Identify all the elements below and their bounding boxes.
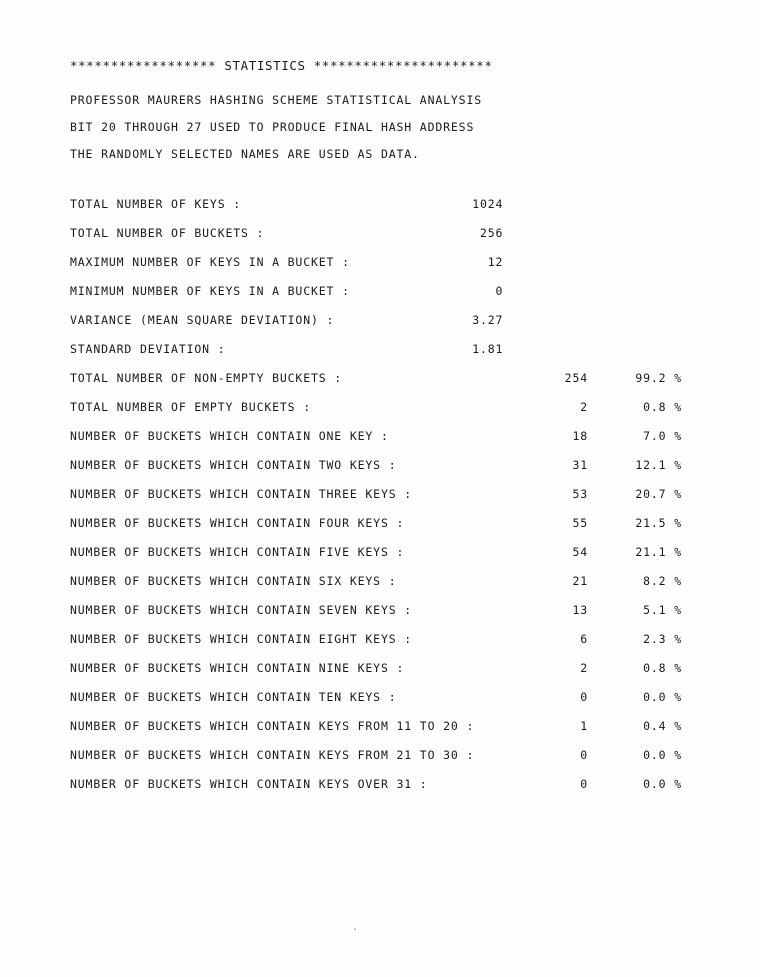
table-row xyxy=(70,480,700,509)
distribution-label: NUMBER OF BUCKETS WHICH CONTAIN EIGHT KEYS : xyxy=(70,632,413,646)
summary-value: 0 xyxy=(495,284,504,298)
table-row xyxy=(70,190,700,219)
distribution-percent: 21.5 % xyxy=(635,516,682,530)
summary-value: 3.27 xyxy=(472,313,504,327)
statistics-banner: ****************** STATISTICS ********************** xyxy=(70,58,493,73)
distribution-label: TOTAL NUMBER OF NON-EMPTY BUCKETS : xyxy=(70,371,343,385)
distribution-label: NUMBER OF BUCKETS WHICH CONTAIN KEYS FROM 21 TO 30 : xyxy=(70,748,475,762)
distribution-count: 0 xyxy=(580,690,588,704)
table-row xyxy=(70,509,700,538)
distribution-label: NUMBER OF BUCKETS WHICH CONTAIN NINE KEYS : xyxy=(70,661,405,675)
distribution-count: 21 xyxy=(572,574,588,588)
distribution-percent: 0.8 % xyxy=(643,661,682,675)
distribution-label: NUMBER OF BUCKETS WHICH CONTAIN KEYS OVER 31 : xyxy=(70,777,428,791)
report-header xyxy=(70,87,700,168)
distribution-percent: 0.8 % xyxy=(643,400,682,414)
header-line-3: THE RANDOMLY SELECTED NAMES ARE USED AS DATA. xyxy=(70,147,420,161)
distribution-label: NUMBER OF BUCKETS WHICH CONTAIN FIVE KEYS : xyxy=(70,545,405,559)
distribution-count: 0 xyxy=(580,748,588,762)
distribution-percent: 21.1 % xyxy=(635,545,682,559)
table-row xyxy=(70,335,700,364)
summary-value: 12 xyxy=(487,255,504,269)
spacer-cell xyxy=(597,190,700,219)
distribution-percent: 0.0 % xyxy=(643,690,682,704)
table-row xyxy=(70,248,700,277)
spacer-cell xyxy=(507,277,596,306)
distribution-percent: 7.0 % xyxy=(643,429,682,443)
table-row xyxy=(70,306,700,335)
distribution-label: NUMBER OF BUCKETS WHICH CONTAIN SEVEN KEYS : xyxy=(70,603,413,617)
distribution-percent: 0.4 % xyxy=(643,719,682,733)
table-row xyxy=(70,654,700,683)
summary-label: VARIANCE (MEAN SQUARE DEVIATION) : xyxy=(70,313,335,327)
table-row xyxy=(70,364,700,393)
distribution-percent: 0.0 % xyxy=(643,777,682,791)
distribution-count: 254 xyxy=(564,371,588,385)
distribution-percent: 5.1 % xyxy=(643,603,682,617)
distribution-count: 18 xyxy=(572,429,588,443)
distribution-label: NUMBER OF BUCKETS WHICH CONTAIN TEN KEYS : xyxy=(70,690,397,704)
spacer-cell xyxy=(507,248,596,277)
table-row xyxy=(70,596,700,625)
spacer-cell xyxy=(507,190,596,219)
distribution-label: NUMBER OF BUCKETS WHICH CONTAIN THREE KEYS : xyxy=(70,487,413,501)
table-row xyxy=(70,277,700,306)
table-row xyxy=(70,712,700,741)
distribution-count: 2 xyxy=(580,661,588,675)
spacer-cell xyxy=(507,306,596,335)
spacer-cell xyxy=(507,219,596,248)
table-row xyxy=(70,538,700,567)
table-row xyxy=(70,625,700,654)
distribution-count: 31 xyxy=(572,458,588,472)
footer-mark: . xyxy=(352,922,359,933)
summary-label: TOTAL NUMBER OF BUCKETS : xyxy=(70,226,265,240)
distribution-count: 55 xyxy=(572,516,588,530)
spacer-cell xyxy=(597,219,700,248)
summary-value: 256 xyxy=(479,226,504,240)
spacer-cell xyxy=(597,306,700,335)
distribution-label: TOTAL NUMBER OF EMPTY BUCKETS : xyxy=(70,400,311,414)
report-sheet xyxy=(70,58,700,799)
spacer-cell xyxy=(597,335,700,364)
distribution-count: 0 xyxy=(580,777,588,791)
summary-value: 1.81 xyxy=(472,342,504,356)
distribution-percent: 12.1 % xyxy=(635,458,682,472)
distribution-count: 54 xyxy=(572,545,588,559)
distribution-table xyxy=(70,364,700,799)
summary-label: MAXIMUM NUMBER OF KEYS IN A BUCKET : xyxy=(70,255,350,269)
table-row xyxy=(70,219,700,248)
distribution-percent: 8.2 % xyxy=(643,574,682,588)
table-row xyxy=(70,770,700,799)
summary-label: STANDARD DEVIATION : xyxy=(70,342,226,356)
spacer-cell xyxy=(597,277,700,306)
summary-table xyxy=(70,190,700,364)
distribution-label: NUMBER OF BUCKETS WHICH CONTAIN ONE KEY : xyxy=(70,429,389,443)
distribution-percent: 2.3 % xyxy=(643,632,682,646)
distribution-percent: 99.2 % xyxy=(635,371,682,385)
summary-value: 1024 xyxy=(472,197,504,211)
table-row xyxy=(70,393,700,422)
header-line-2: BIT 20 THROUGH 27 USED TO PRODUCE FINAL HASH ADDRESS xyxy=(70,120,475,134)
table-row xyxy=(70,422,700,451)
table-row xyxy=(70,741,700,770)
distribution-label: NUMBER OF BUCKETS WHICH CONTAIN TWO KEYS : xyxy=(70,458,397,472)
header-line-1: PROFESSOR MAURERS HASHING SCHEME STATISTICAL ANALYSIS xyxy=(70,93,482,107)
summary-label: MINIMUM NUMBER OF KEYS IN A BUCKET : xyxy=(70,284,350,298)
distribution-count: 6 xyxy=(580,632,588,646)
distribution-percent: 20.7 % xyxy=(635,487,682,501)
table-row xyxy=(70,451,700,480)
spacer-cell xyxy=(597,248,700,277)
distribution-count: 53 xyxy=(572,487,588,501)
distribution-count: 13 xyxy=(572,603,588,617)
distribution-label: NUMBER OF BUCKETS WHICH CONTAIN SIX KEYS : xyxy=(70,574,397,588)
distribution-count: 2 xyxy=(580,400,588,414)
distribution-percent: 0.0 % xyxy=(643,748,682,762)
table-row xyxy=(70,683,700,712)
distribution-count: 1 xyxy=(580,719,588,733)
distribution-label: NUMBER OF BUCKETS WHICH CONTAIN FOUR KEYS : xyxy=(70,516,405,530)
distribution-label: NUMBER OF BUCKETS WHICH CONTAIN KEYS FROM 11 TO 20 : xyxy=(70,719,475,733)
spacer-cell xyxy=(507,335,596,364)
table-row xyxy=(70,567,700,596)
summary-label: TOTAL NUMBER OF KEYS : xyxy=(70,197,242,211)
